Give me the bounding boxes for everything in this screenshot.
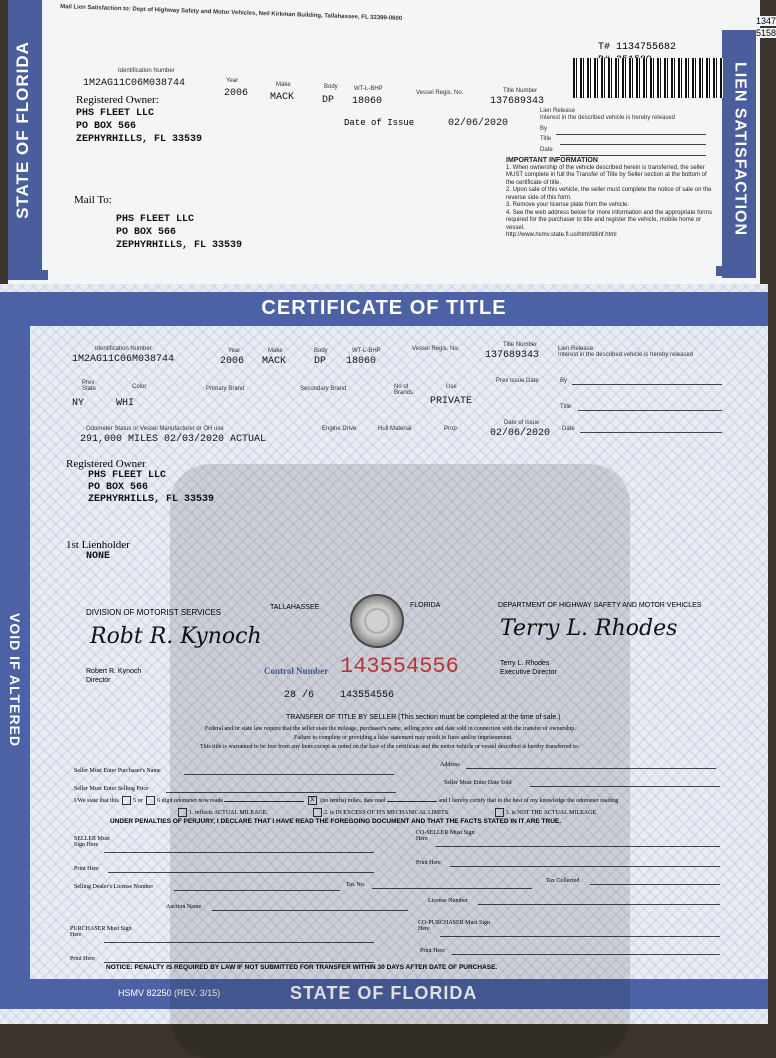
copurchaser-sign-label: CO-PURCHASER Must Sign Here <box>418 920 491 932</box>
code-right: 143554556 <box>340 690 395 701</box>
selling-price-label: Seller Must Enter Selling Price <box>74 786 149 792</box>
mail-to-label: Mail To: <box>74 194 112 206</box>
director-name: Robert R. Kynoch <box>86 668 142 675</box>
cert-id-value: 1M2AG11C06M038744 <box>72 354 175 365</box>
primary-brand-label: Primary Brand <box>206 386 245 392</box>
cert-id-label: Identification Number <box>95 346 152 352</box>
department-text: DEPARTMENT OF HIGHWAY SAFETY AND MOTOR VEHICLES <box>498 602 702 609</box>
stub-owner-line3: ZEPHYRHILLS, FL 33539 <box>76 134 203 145</box>
copurchaser-print-label: Print Here <box>420 948 445 954</box>
license-number-label: License Number <box>428 898 468 904</box>
stub-left-band <box>8 0 42 280</box>
important-title: IMPORTANT INFORMATION <box>506 157 598 164</box>
florida-text: FLORIDA <box>410 602 441 609</box>
stub-left-band-text: STATE OF FLORIDA <box>13 41 32 219</box>
cert-body-value: DP <box>314 356 327 367</box>
tax-no-label: Tax No. <box>346 882 366 888</box>
lien-satisfaction-stub <box>8 0 776 293</box>
cert-body-label: Body <box>314 348 328 354</box>
void-if-altered: VOID IF ALTERED <box>7 613 23 747</box>
director-signature: Robt R. Kynoch <box>90 624 262 649</box>
coseller-sign-label: CO-SELLER Must Sign Here <box>416 830 475 842</box>
stub-corner-square-right <box>716 266 726 276</box>
use-value: PRIVATE <box>430 396 473 407</box>
opt1-label: 1. reflects ACTUAL MILEAGE. <box>189 809 268 816</box>
cert-owner-line2: PO BOX 566 <box>88 482 149 493</box>
odometer-value: 291,000 MILES 02/03/2020 ACTUAL <box>80 434 267 445</box>
state-of-florida-footer: STATE OF FLORIDA <box>290 983 478 1003</box>
stub-vessel-label: Vessel Regis. No. <box>416 90 464 96</box>
stub-date-issue-value: 02/06/2020 <box>448 118 509 129</box>
cert-owner-line1: PHS FLEET LLC <box>88 470 167 481</box>
odo-certify-text: and I hereby certify that to the best of my knowledge the odometer reading <box>438 797 619 804</box>
stub-id-value: 1M2AG11C06M038744 <box>83 78 186 89</box>
cert-reg-owner-label: Registered Owner <box>66 458 146 470</box>
certificate-of-title <box>0 284 768 1024</box>
stub-by-line[interactable] <box>556 134 706 135</box>
cert-wt-label: WT-L-BHP <box>352 348 381 354</box>
color-label: Color <box>132 384 147 390</box>
odo-statement-a: I/We state that this <box>74 797 119 804</box>
stub-owner-line1: PHS FLEET LLC <box>76 108 155 119</box>
stub-lien-release-text: Interest in the described vehicle is hereby released <box>540 115 676 121</box>
info1-text: When ownership of the vehicle described herein is transferred, the seller MUST complete in full the Transfer of Title by Seller section at the bottom of the certificate of title. <box>506 164 707 186</box>
cert-owner-line3: ZEPHYRHILLS, FL 33539 <box>88 494 215 505</box>
cert-title-line[interactable] <box>578 410 722 411</box>
cert-heading: CERTIFICATE OF TITLE <box>261 297 507 319</box>
date-sold-label: Seller Must Enter Date Sold <box>444 780 512 786</box>
law-text-2: Failure to complete or providing a false statement may result in fines and/or imprisonment. <box>294 735 513 741</box>
stub-date-label: Date <box>540 147 553 153</box>
engine-label: Engine Drive <box>322 426 357 432</box>
director-title: Director <box>86 677 111 684</box>
stub-title-field-label: Title <box>540 136 552 142</box>
code-left: 28 /6 <box>284 690 315 701</box>
stub-title-label: Title Number <box>503 88 538 94</box>
stub-make-label: Make <box>276 82 291 88</box>
cert-title-field-label: Title <box>560 404 572 410</box>
odo-6-label: 6 digit odometer now reads <box>157 797 223 804</box>
stub-reg-owner-label: Registered Owner: <box>76 94 159 106</box>
prop-label: Prop <box>444 426 457 432</box>
control-number-label: Control Number <box>264 666 329 676</box>
cert-make-label: Make <box>268 348 283 354</box>
cert-top-band <box>0 292 768 326</box>
prev-state-value: NY <box>72 398 85 409</box>
mail-line2: PO BOX 566 <box>116 227 177 238</box>
mail-line1: PHS FLEET LLC <box>116 214 195 225</box>
stub-barcode <box>573 58 723 98</box>
perjury-statement: UNDER PENALTIES OF PERJURY, I DECLARE THAT I HAVE READ THE FOREGOING DOCUMENT AND THAT THE FACTS STATED IN IT ARE TRUE. <box>110 818 562 825</box>
info-item-2: 2. Upon sale of this vehicle, the seller must complete the notice of sale on the reverse side of this form. <box>506 187 712 201</box>
law-text-3: This title is warranted to be free from any liens except as noted on the face of the certificate and the motor vehicle or vessel described is hereby transferred to: <box>200 744 580 750</box>
division-text: DIVISION OF MOTORIST SERVICES <box>86 608 222 617</box>
stub-year-label: Year <box>226 78 239 84</box>
mail-line3: ZEPHYRHILLS, FL 33539 <box>116 240 243 251</box>
odo-5-digit-checkbox[interactable] <box>122 796 131 805</box>
info-item-1: 1. When ownership of the vehicle described herein is transferred, the seller MUST complete in full the Transfer of Title by Seller section at the bottom of the certificate of title. <box>506 164 707 186</box>
cert-date-issue-label: Date of Issue <box>504 420 540 426</box>
stub-lien-release-label: Lien Release <box>540 108 576 114</box>
cert-title-label: Title Number <box>503 342 538 348</box>
t-number: T# 1134755682 <box>598 42 677 53</box>
seller-print-label: Print Here <box>74 866 99 872</box>
transfer-heading: TRANSFER OF TITLE BY SELLER (This section must be completed at the time of sale.) <box>286 714 561 721</box>
odo-x-box: X <box>308 796 317 805</box>
odo-6-digit-checkbox[interactable] <box>146 796 155 805</box>
stub-date-line[interactable] <box>560 155 706 156</box>
stub-body-value: DP <box>322 95 335 106</box>
no-brands-label: No of Brands <box>394 384 414 396</box>
address-label: Address <box>440 762 460 768</box>
purchaser-print-label: Print Here <box>70 956 95 962</box>
executive-signature: Terry L. Rhodes <box>500 616 678 641</box>
auction-name-label: Auction Name <box>166 904 202 910</box>
odo-5-label: 5 or <box>133 797 143 804</box>
edge-number-top: 1347 <box>756 16 776 26</box>
stub-title-value: 137689343 <box>490 96 545 107</box>
stub-id-label: Identification Number <box>118 68 175 74</box>
stub-title-line[interactable] <box>560 144 706 145</box>
edge-number-bottom: 5158 <box>756 28 776 38</box>
stub-corner-square-left <box>38 270 48 280</box>
odometer-label: Odometer Status or Vessel Manufacturer or OH use <box>86 426 224 432</box>
info-item-4: 4. See the web address below for more information and the appropriate forms required for the purchaser to title and register the vehicle, mobile home or vessel. <box>506 209 713 231</box>
important-info <box>506 157 716 240</box>
cert-wt-value: 18060 <box>346 356 377 367</box>
cert-vessel-label: Vessel Regis. No. <box>412 346 460 352</box>
seller-sign-label: SELLER Must Sign Here <box>74 836 110 848</box>
hull-label: Hull Material <box>378 426 412 432</box>
exec-title: Executive Director <box>500 669 557 676</box>
opt2-label: 2. is IN EXCESS OF ITS MECHANICAL LIMITS. <box>323 809 450 816</box>
cert-left-band <box>0 292 30 1004</box>
color-value: WHI <box>116 398 135 409</box>
stub-by-label: By <box>540 126 548 132</box>
exec-name: Terry L. Rhodes <box>500 660 550 667</box>
cert-date-issue-value: 02/06/2020 <box>490 428 551 439</box>
opt3-label: 3. is NOT THE ACTUAL MILEAGE. <box>505 809 598 816</box>
notice-text: NOTICE: PENALTY IS REQUIRED BY LAW IF NOT SUBMITTED FOR TRANSFER WITHIN 30 DAYS AFTER DATE OF PURCHASE. <box>106 964 498 971</box>
purchaser-sign-label: PURCHASER Must Sign Here <box>70 926 132 938</box>
tax-collected-label: Tax Collected <box>546 878 580 884</box>
stub-owner-line2: PO BOX 566 <box>76 121 137 132</box>
cert-date-line[interactable] <box>580 432 722 433</box>
dealer-license-label: Selling Dealer's License Number <box>74 884 154 890</box>
info-url: http://www.hsmv.state.fl.us/html/titlinf.html <box>506 232 617 238</box>
cert-date-label: Date <box>562 426 575 432</box>
secondary-brand-label: Secondary Brand <box>300 386 347 392</box>
stub-wt-value: 18060 <box>352 96 383 107</box>
cert-by-line[interactable] <box>572 384 722 385</box>
stub-date-issue-label: Date of Issue <box>344 118 415 128</box>
use-label: Use <box>446 384 457 390</box>
info3-text: Remove your license plate from the vehicle. <box>512 202 630 208</box>
lienholder-value: NONE <box>86 551 111 562</box>
stub-body-label: Body <box>324 84 338 90</box>
coseller-print-label: Print Here <box>416 860 441 866</box>
stub-wt-label: WT-L-BHP <box>354 86 383 92</box>
lienholder-label: 1st Lienholder <box>66 539 130 551</box>
law-text-1: Federal and/or state law require that the seller state the mileage, purchaser's name, selling price and date sold in connection with the transfer of ownership. <box>205 726 576 732</box>
mail-header: Mail Lien Satisfaction to: Dept of Highway Safety and Motor Vehicles, Neil Kirkman Building, Tallahassee, FL 32399-0600 <box>59 4 403 22</box>
tallahassee-text: TALLAHASSEE <box>270 604 320 611</box>
control-number-value: 143554556 <box>340 654 459 679</box>
photo-shadow <box>170 464 630 1058</box>
stub-year-value: 2006 <box>224 88 249 99</box>
cert-title-value: 137689343 <box>485 350 540 361</box>
cert-year-label: Year <box>228 348 241 354</box>
cert-make-value: MACK <box>262 356 287 367</box>
info2-text: Upon sale of this vehicle, the seller must complete the notice of sale on the reverse side of this form. <box>506 187 712 201</box>
odo-tenths-label: (no tenths) miles, date read <box>320 797 386 804</box>
stub-right-band-text: LIEN SATISFACTION <box>731 61 749 237</box>
stub-make-value: MACK <box>270 92 295 103</box>
purchaser-name-label: Seller Must Enter Purchaser's Name <box>74 768 161 774</box>
cert-year-value: 2006 <box>220 356 245 367</box>
info-item-3: 3. Remove your license plate from the vehicle. <box>506 202 630 208</box>
stub-right-band <box>722 30 756 278</box>
prev-issue-label: Prev Issue Date <box>496 378 539 384</box>
cert-lien-release-label: Lien Release <box>558 346 594 352</box>
info4-text: See the web address below for more information and the appropriate forms required for the purchaser to title and register the vehicle, mobile home or vessel. <box>506 209 713 231</box>
form-number: HSMV 82250 (REV. 3/15) <box>118 988 221 998</box>
cert-lien-release-text: Interest in the described vehicle is hereby released <box>558 352 694 358</box>
prev-state-label: Prev State <box>82 380 97 392</box>
cert-by-label: By <box>560 378 568 384</box>
